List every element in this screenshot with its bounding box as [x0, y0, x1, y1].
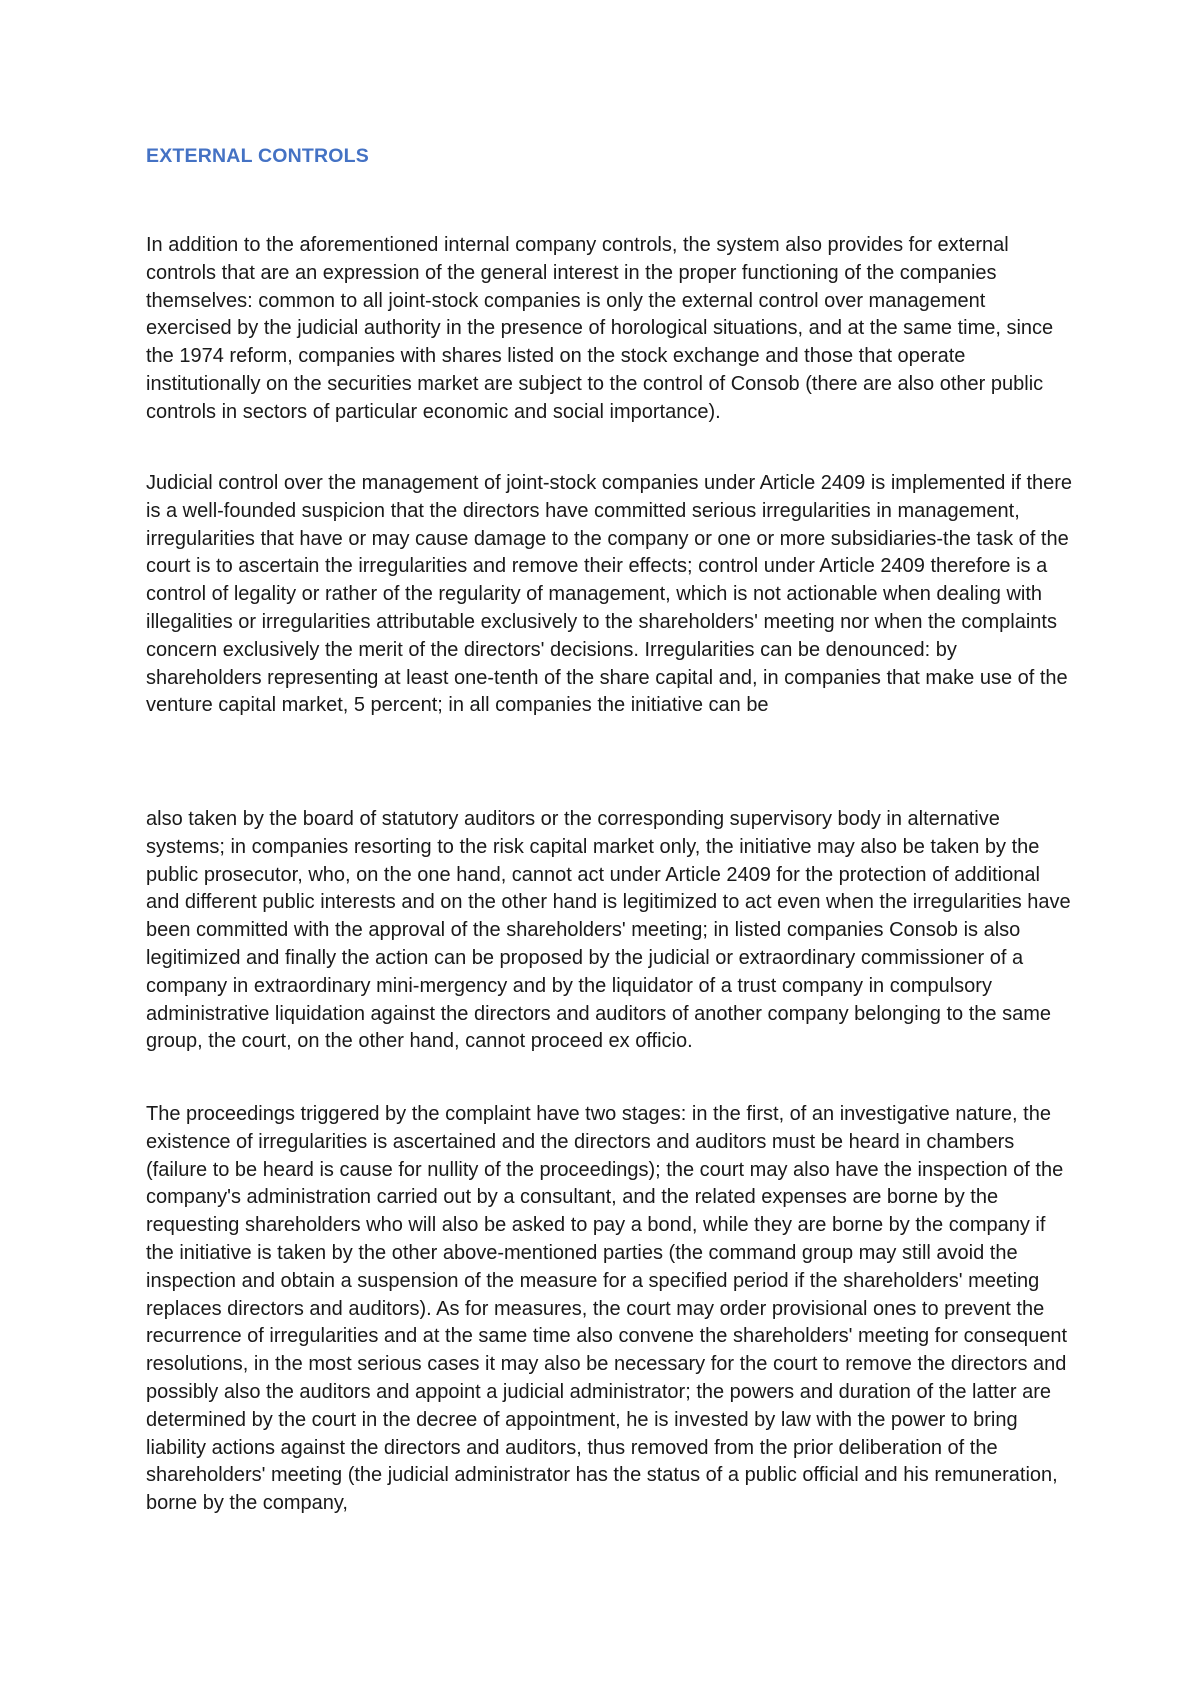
paragraph-proceedings: The proceedings triggered by the complaint have two stages: in the first, of an investigative nature, the existence of irregularities is ascertained and the directors and auditors must be heard in chambers (failure to be heard is cause for nullity of the proceedings); the court may also have the inspection of the company's administration carried out by a consultant, and the related expenses are borne by the requesting shareholders who will also be asked to pay a bond, while they are borne by the company if the initiative is taken by the other above-mentioned parties (the command group may still avoid the inspection and obtain a suspension of the measure for a specified period if the shareholders' meeting replaces directors and auditors). As for measures, the court may order provisional ones to prevent the recurrence of irregularities and at the same time also convene the shareholders' meeting for consequent resolutions, in the most serious cases it may also be necessary for the court to remove the directors and possibly also the auditors and appoint a judicial administrator; the powers and duration of the latter are determined by the court in the decree of appointment, he is invested by law with the power to bring liability actions against the directors and auditors, thus removed from the prior deliberation of the shareholders' meeting (the judicial administrator has the status of a public official and his remuneration, borne by the company, — [146, 1103, 1067, 1515]
paragraph-judicial-control: Judicial control over the management of joint-stock companies under Article 2409 is implemented if there is a well-founded suspicion that the directors have committed serious irregularities in management, irregularities that have or may cause damage to the company or one or more subsidiaries-the task of the court is to ascertain the irregularities and remove their effects; control under Article 2409 therefore is a control of legality or rather of the regularity of management, which is not actionable when dealing with illegalities or irregularities attributable exclusively to the shareholders' meeting nor when the complaints concern exclusively the merit of the directors' decisions. Irregularities can be denounced: by shareholders representing at least one-tenth of the share capital and, in companies that make use of the venture capital market, 5 percent; in all companies the initiative can be — [146, 472, 1073, 717]
paragraph-external-controls-intro: In addition to the aforementioned internal company controls, the system also provides for external controls that are an expression of the general interest in the proper functioning of the companies themselves: common to all joint-stock companies is only the external control over management exercised by the judicial authority in the presence of horological situations, and at the same time, since the 1974 reform, companies with shares listed on the stock exchange and those that operate institutionally on the securities market are subject to the control of Consob (there are also other public controls in sectors of particular economic and social importance). — [146, 234, 1054, 423]
section-heading: EXTERNAL CONTROLS — [146, 145, 369, 167]
paragraph-initiative-parties: also taken by the board of statutory auditors or the corresponding supervisory body in alternative systems; in companies resorting to the risk capital market only, the initiative may also be taken by the public prosecutor, who, on the one hand, cannot act under Article 2409 for the protection of additional and different public interests and on the other hand is legitimized to act even when the irregularities have been committed with the approval of the shareholders' meeting; in listed companies Consob is also legitimized and finally the action can be proposed by the judicial or extraordinary commissioner of a company in extraordinary mini-mergency and by the liquidator of a trust company in compulsory administrative liquidation against the directors and auditors of another company belonging to the same group, the court, on the other hand, cannot proceed ex officio. — [146, 808, 1071, 1053]
